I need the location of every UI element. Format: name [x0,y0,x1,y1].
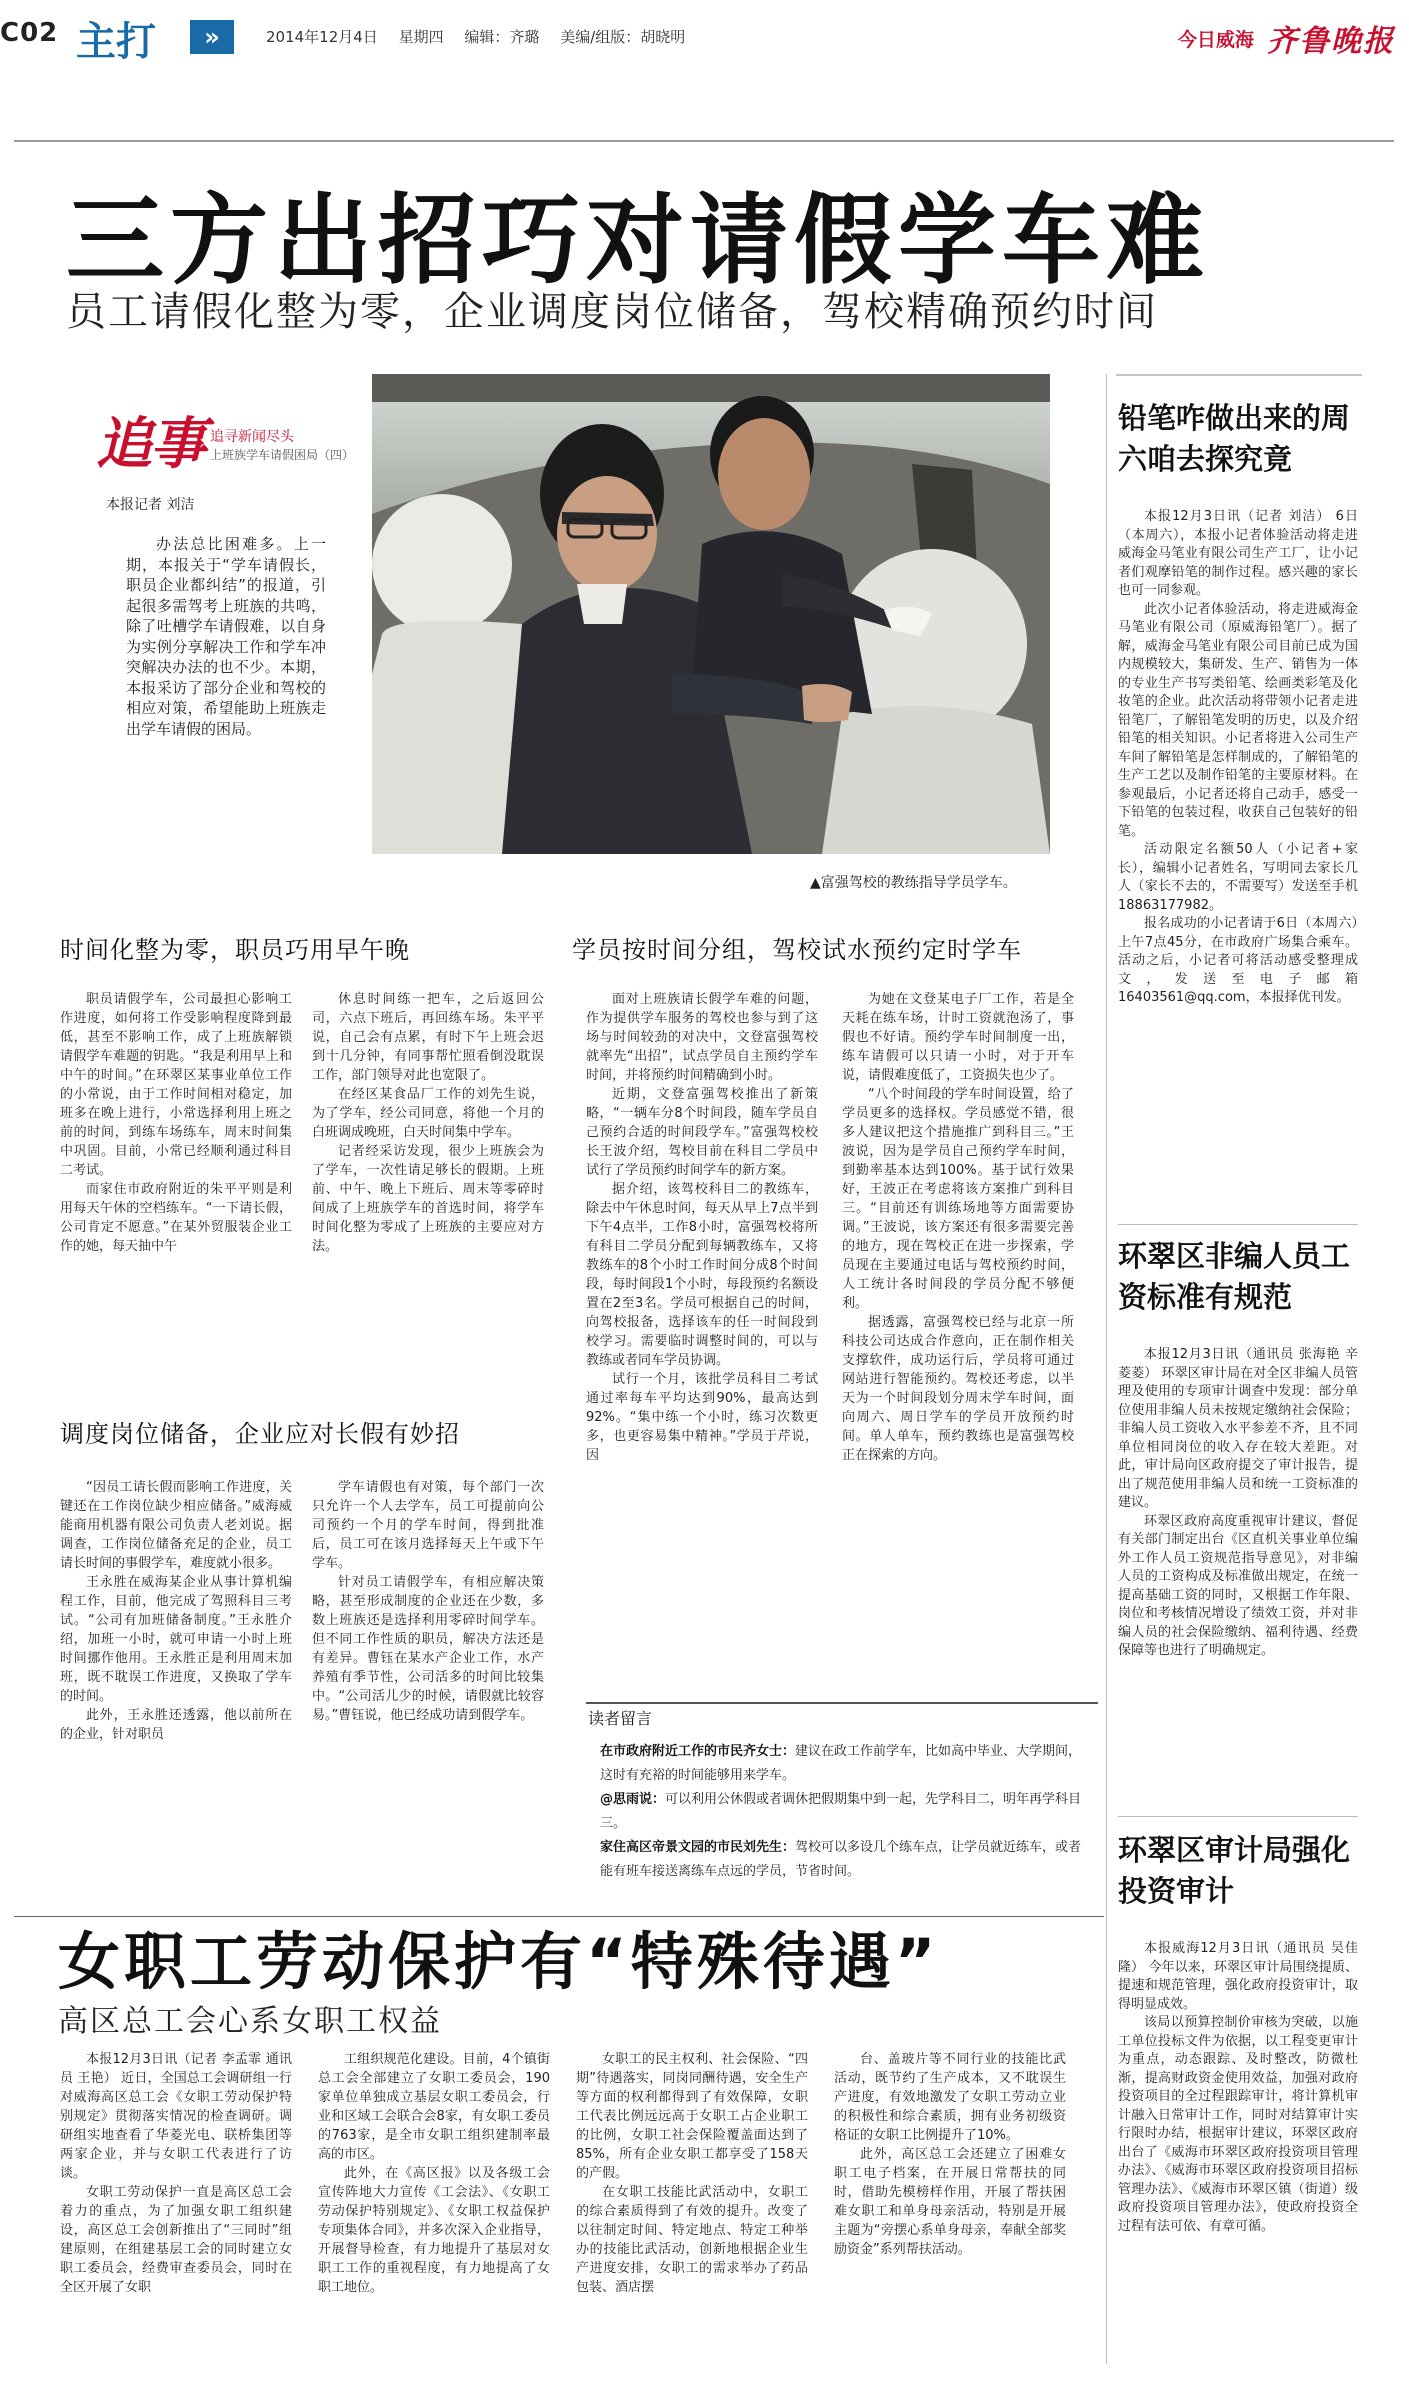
rail-headline-audit: 环翠区审计局强化投资审计 [1118,1833,1351,1908]
designer-credit: 美编/组版：胡晓明 [560,28,686,46]
lead-intro: 办法总比困难多。上一期，本报关于“学车请假长，职员企业都纠结”的报道，引起很多需驾考上班族的共鸣，除了吐槽学车请假难，以自身为实例分享解决工作和学车冲突解决办法的也不少。本期，本报采访了部分企业和驾校的相应对策，希望能助上班族走出学车请假的困局。 [126,535,326,738]
photo-caption: ▲富强驾校的教练指导学员学车。 [810,875,1017,891]
article-column: 休息时间练一把车，之后返回公司，六点下班后，再回练车场。朱平平说，自己会有点累，有时下午上班会迟到十几分钟，有同事帮忙照看倒没耽误工作，部门领导对此也宽限了。 在经区某食品厂工作的刘先生说，为了学车，经公司同意，将他一个月的白班调成晚班，白天时间集中学车。 记者经采访发现，很少上班族会为了学车，一次性请足够长的假期。上班前、中午、晚上下班后、周末等零碎时间成了上班族学车的首选时间，将学车时间化整为零成了上班族的主要应对方法。 [312,992,544,1254]
edition-city: 今日威海 [1177,28,1254,51]
section-heading-time-split: 时间化整为零，职员巧用早午晚 [60,936,410,964]
page-number: C02 [0,18,59,48]
rail-article-audit: 本报威海12月3日讯（通讯员 吴佳隆） 今年以来，环翠区审计局围绕提质、提速和规范管理，强化政府投资审计，取得明显成效。 该局以预算控制价审核为突破，以施工单位投标文件为依据，以工程变更审计为重点，动态跟踪、及时整改，防微杜渐，提高财政资金使用效益，加强对政府投资项目的全过程跟踪审计，将计算机审计融入日常审计工作，同时对结算审计实行限时办结，根据审计建议，环翠区政府出台了《威海市环翠区政府投资项目管理办法》、《威海市环翠区政府投资项目招标管理办法》、《威海市环翠区镇（街道）级政府投资项目管理办法》，使政府投资全过程有法可依、有章可循。 [1118,1941,1358,2234]
reader-comment: 家住高区帝景文园的市民刘先生：驾校可以多设几个练车点，让学员就近练车，或者能有班车接送离练车点远的学员，节省时间。 [600,1840,1082,1879]
issue-date: 2014年12月4日 [266,28,378,46]
column-logo [86,400,355,477]
paper-logo: 齐鲁晚报 [1267,24,1395,59]
article-column: 学车请假也有对策，每个部门一次只允许一个人去学车，员工可提前向公司预约一个月的学车时间，得到批准后，员工可在该月选择每天上午或下午学车。 针对员工请假学车，有相应解决策略，甚至形成制度的企业还在少数，多数上班族还是选择利用零碎时间学车。但不同工作性质的职员，解决方法还是有差异。曹钰在某水产企业工作，水产养殖有季节性，公司活多的时间比较集中。“公司活儿少的时候，请假就比较容易。”曹钰说，他已经成功请到假学车。 [312,1480,544,1723]
lead-byline: 本报记者 刘洁 [106,497,195,513]
driving-lesson-illustration [372,374,1050,854]
issue-meta [266,26,701,47]
paper-brand [1178,16,1395,60]
article-column: 为她在文登某电子厂工作，若是全天耗在练车场，计时工资就泡汤了，事假也不好请。预约学车时间制度一出，练车请假可以只请一小时，对于开车说，请假难度低了，工资损失也少了。 “八个时间段的学车时间设置，给了学员更多的选择权。学员感觉不错，很多人建议把这个措施推广到科目三。”王波说，因为是学员自己预约学车时间，到勤率基本达到100%。基于试行效果好，王波正在考虑将该方案推广到科目三。“目前还有训练场地等方面需要协调。”王波说，该方案还有很多需要完善的地方，现在驾校正在进一步探索，学员现在主要通过电话与驾校预约时间，人工统计各时间段的学员分配不够便利。 据透露，富强驾校已经与北京一所科技公司达成合作意向，正在制作相关支撑软件，成功运行后，学员将可通过网站进行智能预约。驾校还考虑，以半天为一个时间段划分周末学车时间，面向周六、周日学车的学员开放预约时间。单人单车，预约教练也是富强驾校正在探索的方向。 [842,992,1074,1463]
reader-comment: @思雨说：可以利用公休假或者调休把假期集中到一起，先学科目二，明年再学科目三。 [600,1792,1082,1831]
editor-credit: 编辑：齐璐 [464,28,540,46]
article-column: 女职工的民主权利、社会保险、“四期”待遇落实，同岗同酬待遇，安全生产等方面的权利都得到了有效保障，女职工代表比例远远高于女职工占企业职工的比例，女职工社会保险覆盖面达到了85%，所有企业女职工都享受了158天的产假。 在女职工技能比武活动中，女职工的综合素质得到了有效的提升。改变了以往制定时间、特定地点、特定工种举办的技能比武活动，创新地根据企业生产进度安排，女职工的需求举办了药品包装、酒店摆 [576,2052,808,2295]
column-logo-mark: 追事 [96,411,204,477]
article-column: 面对上班族请长假学车难的问题，作为提供学车服务的驾校也参与到了这场与时间较劲的对决中，文登富强驾校就率先“出招”，试点学员自主预约学车时间，并将预约时间精确到小时。 近期，文登富强驾校推出了新策略，“一辆车分8个时间段，随车学员自己预约合适的时间段学车。”富强驾校校长王波介绍，驾校目前在科目二学员中试行了学员预约时间学车的新方案。 据介绍，该驾校科目二的教练车，除去中午休息时间，每天从早上7点半到下午4点半，工作8小时，富强驾校将所有科目二学员分配到每辆教练车，又将教练车的8个小时工作时间分成8个时间段，每时间段1个小时，每段预约名额设置在2至3名。学员可根据自己的时间，向驾校报备，选择该车的任一时间段到校学习。需要临时调整时间的，可以与教练或者同车学员协调。 试行一个月，该批学员科目二考试通过率每车平均达到90%，最高达到92%。“集中练一个小时，练习次数更多，也更容易集中精神。”学员于芹说，因 [586,992,818,1463]
column-series: 上班族学车请假困局（四） [210,448,355,462]
lead-headline: 三方出招巧对请假学车难 [66,184,1211,298]
masthead [0,0,1409,80]
article-column: 台、盖玻片等不同行业的技能比武活动，既节约了生产成本，又不耽误生产进度，有效地激发了女职工劳动立业的积极性和综合素质，拥有业务初级资格证的女职工比例提升了10%。 此外，高区总工会还建立了困难女职工电子档案，在开展日常帮扶的同时，借助先模榜样作用，开展了帮扶困难女职工和单身母亲活动，特别是开展主题为“旁摆心系单身母亲，奉献全部奖励资金”系列帮扶活动。 [834,2052,1066,2257]
rail-article-pencil: 本报12月3日讯（记者 刘洁） 6日（本周六），本报小记者体验活动将走进威海金马笔业有限公司生产工厂，让小记者们观摩铅笔的制作过程。感兴趣的家长也可一同参观。 此次小记者体验活动，将走进威海金马笔业有限公司（原威海铅笔厂）。据了解，威海金马笔业有限公司目前已成为国内规模较大，集研发、生产、销售为一体的专业生产书写类铅笔、绘画类彩笔及化妆笔的企业。此次活动将带领小记者走进铅笔厂，了解铅笔发明的历史，以及介绍铅笔的相关知识。小记者将进入公司生产车间了解铅笔是怎样制成的，了解铅笔的生产工艺以及制作铅笔的主要原材料。在参观最后，小记者还将自己动手，感受一下铅笔的包装过程，收获自己包装好的铅笔。 活动限定名额50人（小记者+家长），编辑小记者姓名，写明同去家长几人（家长不去的，不需要写）发送至手机18863177982。 报名成功的小记者请于6日（本周六）上午7点45分，在市政府广场集合乘车。活动之后，小记者可将活动感受整理成文，发送至电子邮箱16403561@qq.com，本报择优刊发。 [1118,509,1358,1005]
rail-top-rule [1116,374,1362,376]
reader-comment: 在市政府附近工作的市民齐女士：建议在政工作前学车，比如高中毕业、大学期间，这时有充裕的时间能够用来学车。 [600,1744,1082,1783]
reader-comments-tag: 读者留言 [588,1709,653,1728]
section-arrow-icon: » [190,20,234,54]
rail-separator [1118,1816,1358,1817]
second-subhead: 高区总工会心系女职工权益 [58,2004,442,2039]
rail-headline-wage: 环翠区非编人员工资标准有规范 [1118,1239,1351,1314]
column-slogan: 追寻新闻尽头 [210,429,294,445]
lead-photo [372,374,1050,854]
article-column: 本报12月3日讯（记者 李孟霏 通讯员 王艳） 近日，全国总工会调研组一行对威海高区总工会《女职工劳动保护特别规定》贯彻落实情况的检查调研。调研组实地查看了华菱光电、联桥集团等两家企业，并与女职工代表进行了访谈。 女职工劳动保护一直是高区总工会着力的重点，为了加强女职工组织建设，高区总工会创新推出了“三同时”组建原则，在组建基层工会的同时建立女职工委员会，经费审查委员会，同时在全区开展了女职 [60,2052,292,2295]
section-heading-job-reserve: 调度岗位储备，企业应对长假有妙招 [60,1420,460,1448]
rail-separator [1118,1224,1358,1225]
rail-article-wage: 本报12月3日讯（通讯员 张海艳 辛菱菱） 环翠区审计局在对全区非编人员管理及使用的专项审计调查中发现：部分单位使用非编人员未按规定缴纳社会保险；非编人员工资收入水平参差不齐，且不同单位相同岗位的收入存在较大差距。对此，审计局向区政府提交了审计报告，提出了规范使用非编人员和统一工资标准的建议。 环翠区政府高度重视审计建议，督促有关部门制定出台《区直机关事业单位编外工作人员工资规范指导意见》，对非编人员的工资构成及标准做出规定，在统一提高基础工资的同时，又根据工作年限、岗位和考核情况增设了绩效工资，并对非编人员的社会保险缴纳、福利待遇、经费保障等也进行了明确规定。 [1118,1347,1358,1658]
rail-divider [1106,374,1107,2364]
article-column: 职员请假学车，公司最担心影响工作进度，如何将工作受影响程度降到最低，甚至不影响工作，成了上班族解锁请假学车难题的钥匙。“我是利用早上和中午的时间。”在环翠区某事业单位工作的小常说，由于工作时间相对稳定，加班多在晚上进行，小常选择利用上班之前的时间，到练车场练车，周末时间集中巩固。目前，小常已经顺利通过科目二考试。 而家住市政府附近的朱平平则是利用每天午休的空档练车。“一下请长假，公司肯定不愿意。”在某外贸服装企业工作的她，每天抽中午 [60,992,292,1254]
rail-headline-pencil: 铅笔咋做出来的周六咱去探究竟 [1118,401,1351,476]
article-column: “因员工请长假而影响工作进度，关键还在工作岗位缺少相应储备。”威海威能商用机器有限公司负责人老刘说。据调查，工作岗位储备充足的企业，员工请长时间的事假学车，难度就小很多。 王永胜在威海某企业从事计算机编程工作，目前，他完成了驾照科目三考试。“公司有加班储备制度。”王永胜介绍，加班一小时，就可申请一小时上班时间挪作他用。王永胜正是利用周末加班，既不耽误工作进度，又换取了学车的时间。 此外，王永胜还透露，他以前所在的企业，针对职员 [60,1480,292,1742]
article-column: 工组织规范化建设。目前，4个镇街总工会全部建立了女职工委员会，190家单位单独成立基层女职工委员会，行业和区域工会联合会8家，有女职工委员的763家，是全市女职工组织建制率最高的市区。 此外，在《高区报》以及各级工会宣传阵地大力宣传《工会法》、《女职工劳动保护特别规定》、《女职工权益保护专项集体合同》，并多次深入企业指导，开展督导检查，有力地提升了基层对女职工工作的重视程度，有力地提高了女职工地位。 [318,2052,550,2295]
reader-comments [600,1740,1094,1884]
second-headline: 女职工劳动保护有“特殊待遇” [58,1925,940,1998]
section-tag: 主打 [76,19,156,65]
lead-subhead: 员工请假化整为零，企业调度岗位储备，驾校精确预约时间 [66,289,1158,335]
top-rule [14,140,1394,142]
section-heading-appointment: 学员按时间分组，驾校试水预约定时学车 [572,936,1022,964]
issue-weekday: 星期四 [398,28,444,46]
